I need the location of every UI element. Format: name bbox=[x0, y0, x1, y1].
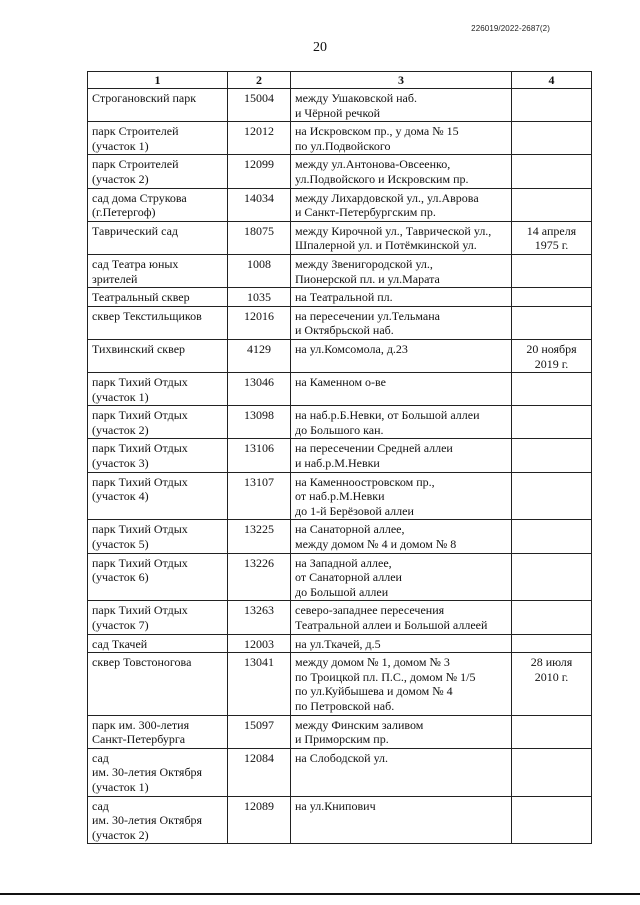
object-name-line: сквер Товстоногова bbox=[92, 655, 192, 670]
object-date-cell bbox=[512, 406, 592, 439]
object-location-line: на Санаторной аллее, bbox=[295, 522, 405, 537]
table-row bbox=[88, 339, 592, 372]
object-location-line: по Троицкой пл. П.С., домом № 1/5 bbox=[295, 669, 476, 684]
object-date-cell bbox=[512, 715, 592, 748]
table-row bbox=[88, 653, 592, 715]
table-row bbox=[88, 472, 592, 520]
object-name-cell bbox=[88, 339, 228, 372]
green-zones-table bbox=[87, 71, 592, 844]
column-header-1: 1 bbox=[88, 72, 228, 89]
object-location-line: на ул.Комсомола, д.23 bbox=[295, 341, 408, 356]
object-name-line: Санкт-Петербурга bbox=[92, 732, 186, 747]
object-name-line: парк им. 300-летия bbox=[92, 717, 190, 732]
object-date-cell bbox=[512, 254, 592, 287]
object-name-line: (г.Петергоф) bbox=[92, 205, 156, 220]
object-name-cell bbox=[88, 122, 228, 155]
object-code-cell: 12012 bbox=[228, 122, 291, 155]
table-row bbox=[88, 601, 592, 634]
object-location-line: северо-западнее пересечения bbox=[295, 603, 445, 618]
object-location-cell bbox=[291, 796, 512, 844]
object-code-cell: 13041 bbox=[228, 653, 291, 715]
object-name-line: Таврический сад bbox=[92, 223, 179, 238]
object-location-line: Шпалерной ул. и Потёмкинской ул. bbox=[295, 238, 477, 253]
object-code-cell: 1008 bbox=[228, 254, 291, 287]
column-header-4: 4 bbox=[512, 72, 592, 89]
object-name-cell bbox=[88, 221, 228, 254]
document-id: 226019/2022-2687(2) bbox=[471, 24, 550, 33]
object-location-line: и Приморским пр. bbox=[295, 732, 389, 747]
object-name-line: Тихвинский сквер bbox=[92, 341, 186, 356]
object-location-cell bbox=[291, 748, 512, 796]
object-location-line: между ул.Антонова-Овсеенко, bbox=[295, 157, 451, 172]
object-location-line: на ул.Ткачей, д.5 bbox=[295, 636, 381, 651]
object-location-cell bbox=[291, 339, 512, 372]
page-number: 20 bbox=[313, 40, 327, 55]
object-name-line: (участок 2) bbox=[92, 171, 149, 186]
table-row bbox=[88, 553, 592, 601]
object-code-cell: 13098 bbox=[228, 406, 291, 439]
object-name-line: (участок 1) bbox=[92, 779, 149, 794]
object-date-cell bbox=[512, 373, 592, 406]
object-date-cell bbox=[512, 288, 592, 307]
object-code-cell: 13225 bbox=[228, 520, 291, 553]
object-code-cell: 12089 bbox=[228, 796, 291, 844]
object-code-cell: 1035 bbox=[228, 288, 291, 307]
object-location-cell bbox=[291, 254, 512, 287]
object-location-line: и Санкт-Петербургским пр. bbox=[295, 205, 436, 220]
column-header-2: 2 bbox=[228, 72, 291, 89]
object-name-line: им. 30-летия Октября bbox=[92, 813, 203, 828]
object-location-cell bbox=[291, 122, 512, 155]
object-code-cell: 14034 bbox=[228, 188, 291, 221]
object-name-line: парк Тихий Отдых bbox=[92, 375, 188, 390]
object-location-line: до Большого кан. bbox=[295, 422, 384, 437]
object-code-cell: 13263 bbox=[228, 601, 291, 634]
object-date-cell bbox=[512, 221, 592, 254]
table-row bbox=[88, 406, 592, 439]
object-location-line: на Слободской ул. bbox=[295, 750, 389, 765]
object-location-cell bbox=[291, 221, 512, 254]
object-code-cell: 4129 bbox=[228, 339, 291, 372]
object-date-cell bbox=[512, 306, 592, 339]
object-location-line: между Лихардовской ул., ул.Аврова bbox=[295, 190, 479, 205]
object-date-cell bbox=[512, 339, 592, 372]
object-location-line: на пересечении ул.Тельмана bbox=[295, 308, 440, 323]
table-header-row bbox=[88, 72, 592, 89]
object-location-line: на пересечении Средней аллеи bbox=[295, 441, 453, 456]
object-date-cell bbox=[512, 653, 592, 715]
object-name-line: Строгановский парк bbox=[92, 91, 197, 105]
object-date-cell bbox=[512, 472, 592, 520]
table-row bbox=[88, 306, 592, 339]
object-name-cell bbox=[88, 439, 228, 472]
object-location-line: на Каменном о-ве bbox=[295, 375, 386, 390]
object-name-line: (участок 6) bbox=[92, 570, 149, 585]
object-code-cell: 12003 bbox=[228, 634, 291, 653]
table-row bbox=[88, 188, 592, 221]
object-name-line: парк Тихий Отдых bbox=[92, 408, 188, 423]
object-date-line: 2019 г. bbox=[534, 356, 569, 371]
object-name-line: (участок 3) bbox=[92, 456, 149, 471]
object-name-cell bbox=[88, 254, 228, 287]
object-name-cell bbox=[88, 472, 228, 520]
object-location-line: между Звенигородской ул., bbox=[295, 256, 433, 271]
object-name-cell bbox=[88, 89, 228, 122]
object-location-cell bbox=[291, 288, 512, 307]
object-name-line: сад bbox=[92, 798, 109, 813]
object-date-cell bbox=[512, 155, 592, 188]
table-row bbox=[88, 439, 592, 472]
object-name-line: (участок 2) bbox=[92, 422, 149, 437]
object-location-cell bbox=[291, 634, 512, 653]
object-name-cell bbox=[88, 288, 228, 307]
object-name-line: (участок 1) bbox=[92, 138, 149, 153]
object-date-cell bbox=[512, 89, 592, 122]
object-name-line: парк Строителей bbox=[92, 124, 179, 139]
object-date-cell bbox=[512, 439, 592, 472]
object-name-cell bbox=[88, 748, 228, 796]
object-name-line: зрителей bbox=[92, 271, 138, 286]
object-location-cell bbox=[291, 155, 512, 188]
object-location-line: от наб.р.М.Невки bbox=[295, 489, 385, 504]
object-name-line: (участок 7) bbox=[92, 618, 149, 632]
object-location-cell bbox=[291, 601, 512, 634]
object-location-cell bbox=[291, 653, 512, 715]
table-row bbox=[88, 520, 592, 553]
table-row bbox=[88, 89, 592, 122]
object-location-line: между Ушаковской наб. bbox=[295, 91, 417, 105]
table-row bbox=[88, 796, 592, 844]
table-row bbox=[88, 715, 592, 748]
object-date-cell bbox=[512, 796, 592, 844]
object-location-cell bbox=[291, 553, 512, 601]
object-location-line: между домом № 1, домом № 3 bbox=[295, 655, 450, 670]
page-bottom-rule bbox=[0, 893, 640, 895]
object-name-line: парк Тихий Отдых bbox=[92, 441, 188, 456]
object-date-cell bbox=[512, 122, 592, 155]
object-name-line: Театральный сквер bbox=[92, 290, 190, 305]
table-body bbox=[88, 89, 592, 844]
object-code-cell: 18075 bbox=[228, 221, 291, 254]
table-row bbox=[88, 373, 592, 406]
object-date-line: 2010 г. bbox=[534, 669, 569, 684]
object-name-cell bbox=[88, 306, 228, 339]
object-name-cell bbox=[88, 373, 228, 406]
object-location-cell bbox=[291, 520, 512, 553]
object-code-cell: 13107 bbox=[228, 472, 291, 520]
object-location-line: на Театральной пл. bbox=[295, 290, 393, 305]
object-date-line: 14 апреля bbox=[526, 223, 577, 238]
object-location-cell bbox=[291, 406, 512, 439]
object-name-line: парк Строителей bbox=[92, 157, 179, 172]
object-date-line: 20 ноября bbox=[526, 341, 577, 356]
object-code-cell: 13226 bbox=[228, 553, 291, 601]
object-date-cell bbox=[512, 188, 592, 221]
object-location-cell bbox=[291, 306, 512, 339]
object-code-cell: 15097 bbox=[228, 715, 291, 748]
object-name-line: парк Тихий Отдых bbox=[92, 555, 188, 570]
table-row bbox=[88, 288, 592, 307]
table-row bbox=[88, 634, 592, 653]
table-row bbox=[88, 155, 592, 188]
object-date-cell bbox=[512, 520, 592, 553]
object-location-line: до Большой аллеи bbox=[295, 584, 389, 599]
object-location-cell bbox=[291, 439, 512, 472]
object-location-cell bbox=[291, 188, 512, 221]
object-location-line: между Финским заливом bbox=[295, 717, 424, 732]
object-name-line: парк Тихий Отдых bbox=[92, 522, 188, 537]
object-name-cell bbox=[88, 520, 228, 553]
object-location-line: на наб.р.Б.Невки, от Большой аллеи bbox=[295, 408, 480, 423]
object-location-line: от Санаторной аллеи bbox=[295, 570, 402, 585]
object-name-line: (участок 2) bbox=[92, 827, 149, 842]
object-date-line: 1975 г. bbox=[534, 238, 569, 253]
object-name-line: парк Тихий Отдых bbox=[92, 603, 188, 618]
table-row bbox=[88, 221, 592, 254]
object-code-cell: 13046 bbox=[228, 373, 291, 406]
object-name-line: (участок 1) bbox=[92, 389, 149, 404]
object-location-cell bbox=[291, 472, 512, 520]
object-location-line: по ул.Подвойского bbox=[295, 138, 391, 153]
object-location-cell bbox=[291, 373, 512, 406]
object-location-line: между Кирочной ул., Таврической ул., bbox=[295, 223, 492, 238]
object-name-cell bbox=[88, 653, 228, 715]
object-name-line: парк Тихий Отдых bbox=[92, 474, 188, 489]
object-location-cell bbox=[291, 715, 512, 748]
object-location-line: и наб.р.М.Невки bbox=[295, 456, 380, 471]
object-name-cell bbox=[88, 796, 228, 844]
column-header-3: 3 bbox=[291, 72, 512, 89]
object-code-cell: 12099 bbox=[228, 155, 291, 188]
object-location-line: ул.Подвойского и Искровским пр. bbox=[295, 171, 469, 186]
object-location-line: на ул.Книпович bbox=[295, 798, 376, 813]
object-location-line: по ул.Куйбышева и домом № 4 bbox=[295, 684, 453, 699]
object-name-line: (участок 5) bbox=[92, 537, 149, 552]
object-name-cell bbox=[88, 553, 228, 601]
object-name-line: сад bbox=[92, 750, 109, 765]
object-date-cell bbox=[512, 634, 592, 653]
object-name-line: им. 30-летия Октября bbox=[92, 765, 203, 780]
object-name-line: (участок 4) bbox=[92, 489, 149, 504]
object-name-cell bbox=[88, 601, 228, 634]
table-row bbox=[88, 122, 592, 155]
object-code-cell: 12016 bbox=[228, 306, 291, 339]
object-code-cell: 12084 bbox=[228, 748, 291, 796]
object-name-line: сад Театра юных bbox=[92, 256, 179, 271]
object-date-cell bbox=[512, 553, 592, 601]
object-location-line: по Петровской наб. bbox=[295, 698, 395, 713]
object-date-line: 28 июля bbox=[530, 655, 573, 670]
object-code-cell: 15004 bbox=[228, 89, 291, 122]
object-name-line: сад дома Струкова bbox=[92, 190, 187, 205]
object-location-cell bbox=[291, 89, 512, 122]
object-location-line: и Октябрьской наб. bbox=[295, 323, 394, 338]
object-location-line: на Искровском пр., у дома № 15 bbox=[295, 124, 459, 139]
object-location-line: Пионерской пл. и ул.Марата bbox=[295, 271, 440, 286]
table-row bbox=[88, 254, 592, 287]
object-location-line: и Чёрной речкой bbox=[295, 105, 381, 120]
object-date-cell bbox=[512, 748, 592, 796]
object-date-cell bbox=[512, 601, 592, 634]
object-location-line: между домом № 4 и домом № 8 bbox=[295, 537, 457, 552]
object-name-cell bbox=[88, 634, 228, 653]
object-code-cell: 13106 bbox=[228, 439, 291, 472]
table-row bbox=[88, 748, 592, 796]
object-name-cell bbox=[88, 406, 228, 439]
object-location-line: Театральной аллеи и Большой аллеей bbox=[295, 618, 488, 632]
object-name-line: сквер Текстильщиков bbox=[92, 308, 202, 323]
object-location-line: на Западной аллее, bbox=[295, 555, 392, 570]
object-name-cell bbox=[88, 188, 228, 221]
object-name-cell bbox=[88, 155, 228, 188]
object-name-line: сад Ткачей bbox=[92, 636, 148, 651]
object-location-line: до 1-й Берёзовой аллеи bbox=[295, 503, 414, 518]
object-location-line: на Каменноостровском пр., bbox=[295, 474, 435, 489]
object-name-cell bbox=[88, 715, 228, 748]
